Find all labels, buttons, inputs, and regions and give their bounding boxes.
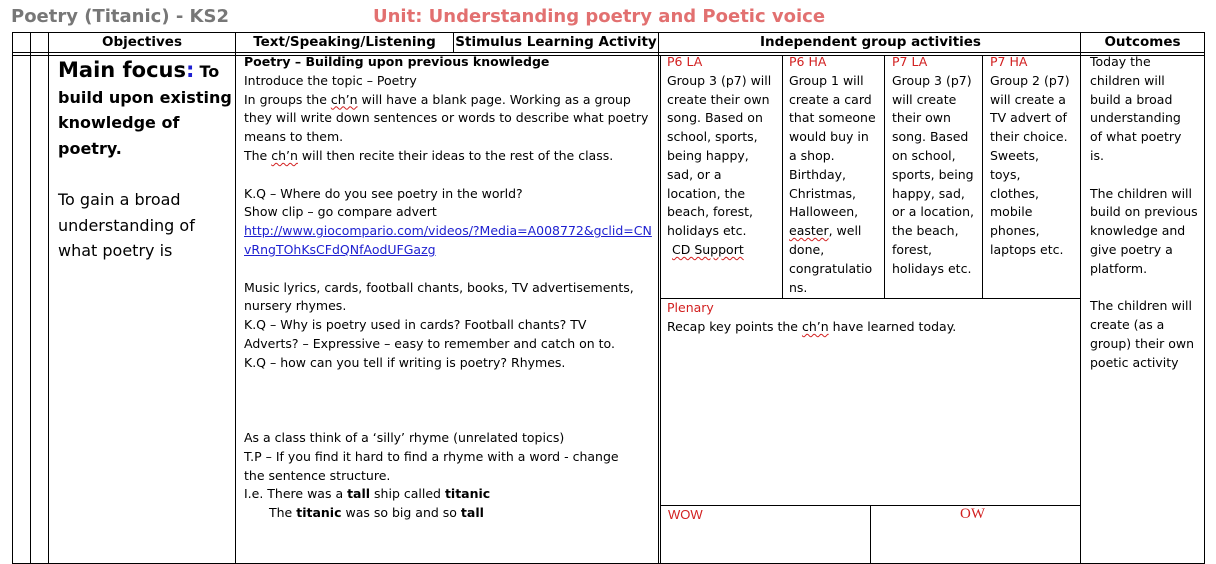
- group-p7-ha: P7 HA Group 2 (p7) will create a TV advert of their choice. Sweets, toys, clothes, mobile phones, laptops etc.: [990, 53, 1079, 260]
- rhyme-example: The titanic was so big and so tall: [269, 505, 484, 521]
- lesson-line: The ch’n will then recite their ideas to the rest of the class.: [244, 147, 614, 163]
- lesson-line: the sentence structure.: [244, 467, 391, 483]
- lesson-line: In groups the ch’n will have a blank page. Working as a group: [244, 91, 631, 107]
- unit-title: Unit: Understanding poetry and Poetic voice: [373, 6, 826, 27]
- lesson-line: nursery rhymes.: [244, 298, 347, 314]
- plenary-text: Recap key points the ch’n have learned today.: [667, 318, 957, 334]
- goal-line: what poetry is: [58, 241, 173, 261]
- goal-line: To gain a broad: [58, 189, 181, 209]
- group-p6-la: P6 LA Group 3 (p7) will create their own song. Based on school, sports, being happy, sad, or a location, the beach, forest, holidays etc. CD Support: [667, 53, 781, 260]
- page-title: Poetry (Titanic) - KS2: [11, 6, 229, 27]
- wow-label: WOW: [668, 507, 703, 522]
- group-p6-ha: P6 HA Group 1 will create a card that someone would buy in a shop. Birthday, Christmas, Halloween, easter, well done, congratulatio ns.: [789, 53, 883, 297]
- video-link[interactable]: http://www.giocompario.com/videos/?Media=A008772&gclid=CN: [244, 223, 652, 239]
- lesson-line: Show clip – go compare advert: [244, 204, 437, 220]
- group-heading: P6 HA: [789, 54, 827, 69]
- focus-line: knowledge of: [58, 113, 180, 133]
- lesson-line: As a class think of a ‘silly’ rhyme (unrelated topics): [244, 429, 565, 445]
- group-heading: P6 LA: [667, 54, 703, 69]
- lesson-line: means to them.: [244, 129, 344, 145]
- col-outcomes: Outcomes: [1104, 34, 1181, 50]
- col-independent: Independent group activities: [760, 34, 981, 50]
- focus-line: build upon existing: [58, 87, 232, 107]
- objectives-cell: [58, 58, 234, 264]
- teaching-point: T.P – If you find it hard to find a rhyme with a word - change: [244, 448, 619, 464]
- col-text-speaking: Text/Speaking/Listening: [253, 34, 436, 50]
- group-p7-la: P7 LA Group 3 (p7) will create their own song. Based on school, sports, being happy, sad, or a location, the beach, forest, holidays etc.: [892, 53, 982, 279]
- lesson-line: Adverts? – Expressive – easy to remember and catch on to.: [244, 335, 615, 351]
- lesson-cell: [244, 53, 656, 523]
- key-question: K.Q – how can you tell if writing is poetry? Rhymes.: [244, 354, 566, 370]
- col-stimulus: Stimulus Learning Activity: [455, 34, 657, 50]
- col-objectives: Objectives: [102, 34, 182, 50]
- video-link[interactable]: vRngTOhKsCFdQNfAodUFGazg: [244, 241, 436, 257]
- ow-label: OW: [960, 506, 985, 522]
- lesson-line: Music lyrics, cards, football chants, books, TV advertisements,: [244, 279, 634, 295]
- goal-line: understanding of: [58, 215, 195, 235]
- support-note: CD Support: [672, 241, 744, 257]
- main-focus: Main focus: To: [58, 58, 220, 82]
- lesson-title: Poetry – Building upon previous knowledge: [244, 54, 550, 69]
- focus-line: poetry.: [58, 139, 122, 159]
- key-question: K.Q – Where do you see poetry in the world?: [244, 185, 523, 201]
- outcomes-cell: Today the children will build a broad understanding of what poetry is. The children will build on previous knowledge and give poetry a platform. The children will create (as a group) their own poetic activity: [1090, 54, 1198, 370]
- group-heading: P7 LA: [892, 54, 928, 69]
- rhyme-example: I.e. There was a tall ship called titanic: [244, 486, 491, 502]
- plenary-label: Plenary: [667, 300, 714, 315]
- group-heading: P7 HA: [990, 54, 1028, 69]
- lesson-line: they will write down sentences or words to describe what poetry: [244, 110, 649, 126]
- key-question: K.Q – Why is poetry used in cards? Football chants? TV: [244, 317, 587, 333]
- plenary-cell: [667, 299, 1077, 337]
- lesson-line: Introduce the topic – Poetry: [244, 72, 417, 88]
